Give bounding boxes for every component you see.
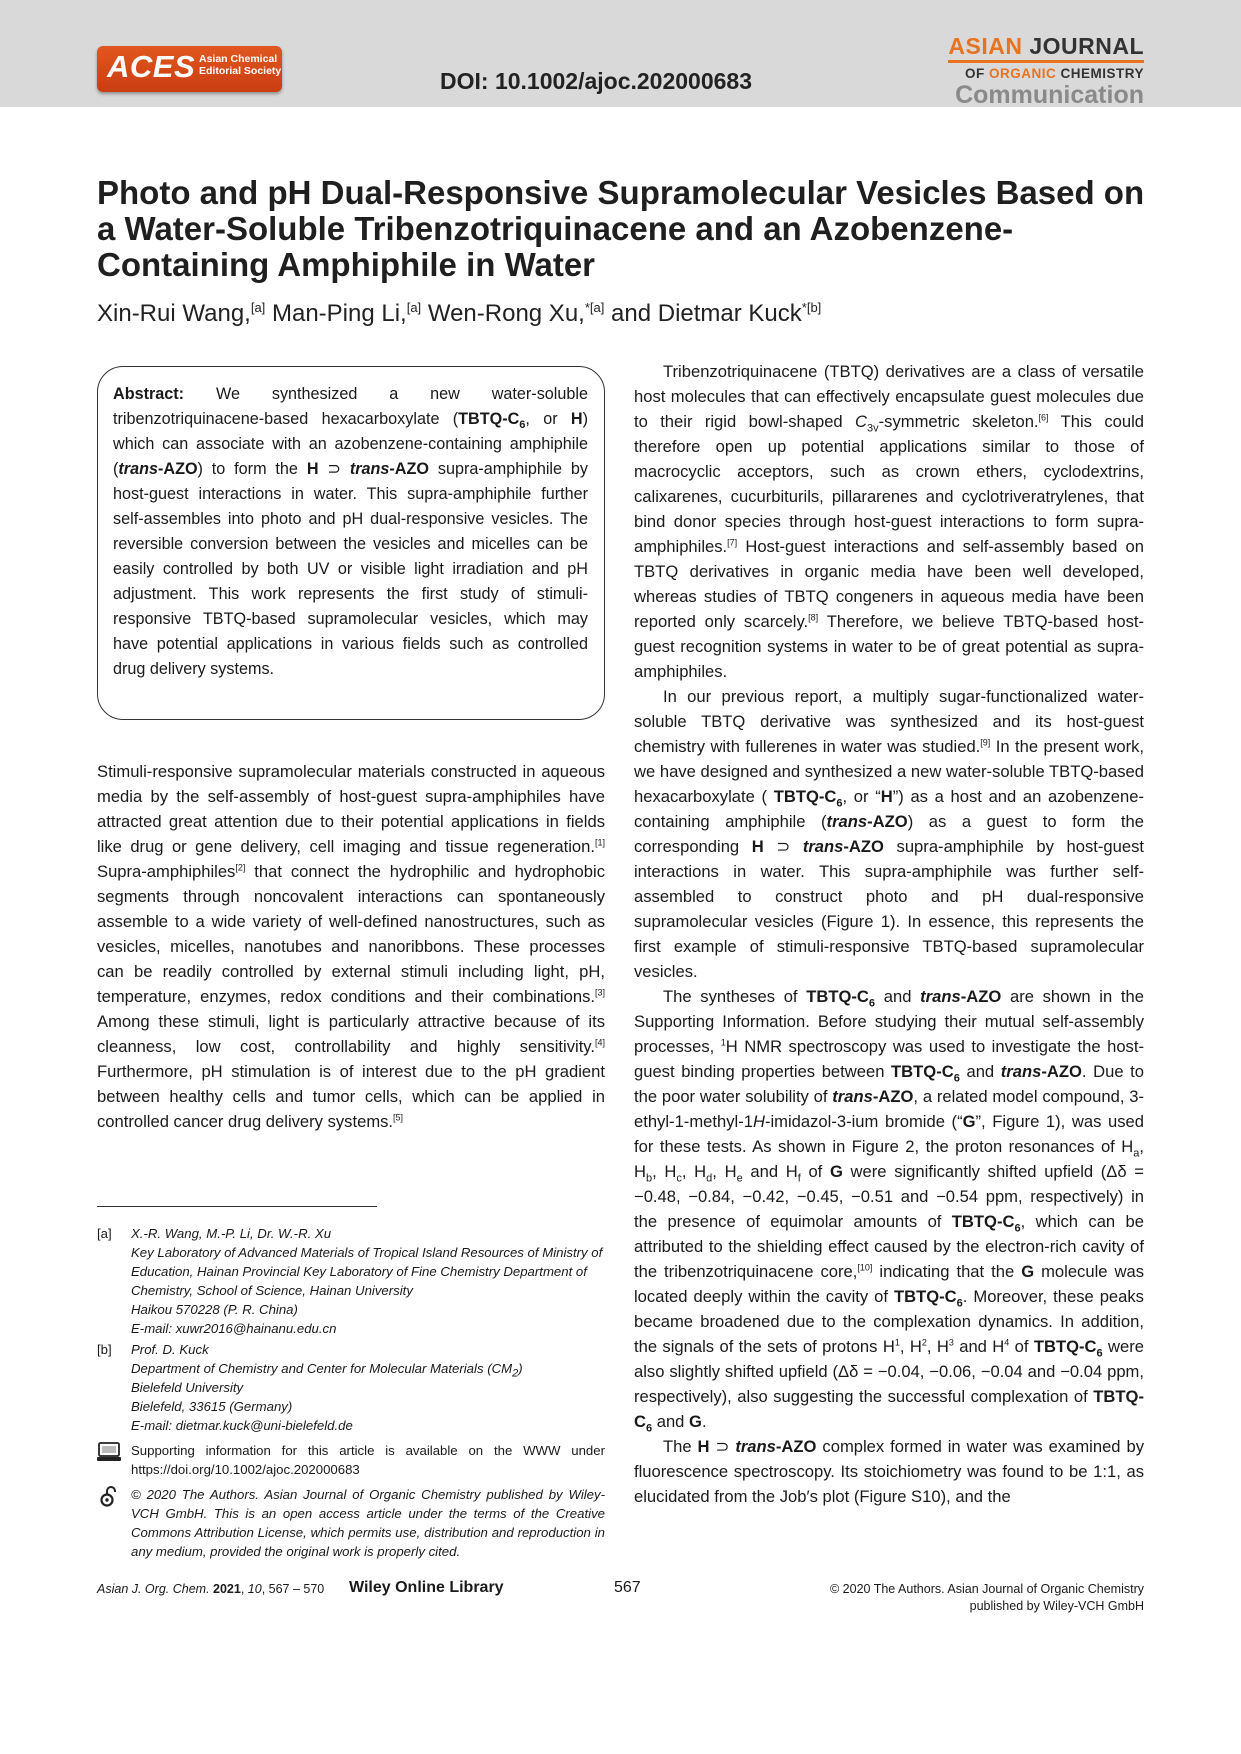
journal-logo <box>948 34 1144 108</box>
subscript: 6 <box>956 1297 963 1310</box>
address-text: Department of Chemistry and Center for Molecular Materials (CM <box>131 1361 513 1376</box>
abstract <box>113 382 588 682</box>
italic-prefix: trans <box>349 460 390 478</box>
superset-symbol: ⊃ <box>318 460 350 478</box>
subscript: e <box>736 1172 743 1185</box>
italic-prefix: trans <box>826 812 868 831</box>
affiliation-city: Haikou 570228 (P. R. China) <box>131 1302 298 1317</box>
aces-logo-subtitle <box>199 53 281 77</box>
body-text: and <box>652 1412 690 1431</box>
symmetry-symbol: C <box>855 412 868 431</box>
body-text: In our previous report, a multiply sugar-functionalized water-soluble TBTQ derivative was synthesized and its host-guest chemistry with fullerenes in water was studied. <box>634 687 1144 756</box>
compound-label: G <box>1021 1262 1035 1281</box>
body-text: and <box>959 1062 1001 1081</box>
journal-word-organic: ORGANIC <box>988 66 1057 81</box>
body-text: Furthermore, pH stimulation is of interest due to the pH gradient between healthy cells and tumor cells, which can be applied in controlled cancer drug delivery systems. <box>97 1062 605 1131</box>
year: 2021 <box>213 1582 241 1596</box>
body-text: Tribenzotriquinacene (TBTQ) derivatives are a class of versatile host molecules that can effectively encapsulate guest molecules due to their rigid bowl-shaped <box>634 362 1144 431</box>
body-text: , or “ <box>842 787 881 806</box>
compound-name: TBTQ-C <box>773 787 837 806</box>
italic-prefix: trans <box>802 837 844 856</box>
body-text: Stimuli-responsive supramolecular materials constructed in aqueous media by the self-assembly of host-guest supra-amphiphiles have attracted great attention due to their potential applications in fields like drug or gene delivery, cell imaging and tissue regeneration. <box>97 762 605 856</box>
compound-label: G <box>689 1412 702 1431</box>
footnote-divider <box>97 1206 377 1207</box>
compound-name: -AZO <box>389 460 429 478</box>
superset-symbol: ⊃ <box>709 1437 736 1456</box>
body-text: supra-amphiphile by host-guest interactions in water. This supra-amphiphile was further self-assembled to construct photo and pH dual-responsive supramolecular vesicles (Figure 1). In essence, this represents the first example of stimuli-responsive TBTQ-based supramolecular vesicles. <box>634 837 1144 981</box>
subscript: d <box>706 1172 713 1185</box>
subscript: 6 <box>645 1422 653 1435</box>
license-text: © 2020 The Authors. Asian Journal of Organic Chemistry published by Wiley-VCH GmbH. This is an open access article under the terms of the Creative Commons Attribution License, which permits use, distribution and reproduction in any medium, provided the original work is properly cited. <box>131 1487 605 1559</box>
body-text: , <box>899 1337 905 1356</box>
subscript: b <box>645 1172 653 1185</box>
compound-label <box>458 410 526 432</box>
paragraph: The syntheses of TBTQ-$C_6$ and trans-AZO are shown in the Supporting Information. Before studying their mutual self-assembly processes, $^1$H NMR spectroscopy was used to investigate the host-guest binding properties between TBTQ-$C_6$ and trans-AZO. Due to the poor water solubility of trans-AZO, a related model compound, 3-ethyl-1-methyl-1H-imidazol-3-ium bromide (“G”, Figure 1), was used for these tests. As shown in Figure 2, the proton resonances of $H_a$, $H_b$, $H_c$, $H_d$, $H_e$ and $H_f$ of G were significantly shifted upfield (Δδ = −0.48, −0.84, −0.42, −0.45, −0.51 and −0.54 ppm, respectively) in the presence of equimolar amounts of TBTQ-$C_6$, which can be attributed to the shielding effect caused by the electron-rich cavity of the tribenzotriquinacene core,[10] indicating that the G molecule was located deeply within the cavity of TBTQ-$C_6$. Moreover, these peaks became broadened due to the complexation dynamics. In addition, the signals of the sets of protons $H^1$, $H^2$, $H^3$ and $H^4$ of TBTQ-$C_6$ were also slightly shifted upfield (Δδ = −0.04, −0.06, −0.04 and −0.04 ppm, respectively), also suggesting the successful complexation of TBTQ-$C_6$ and G. <box>634 987 1145 1435</box>
article-type: Communication <box>955 81 1144 109</box>
paragraph <box>97 759 605 1134</box>
citation[interactable]: [9] <box>980 737 991 748</box>
compound-name: -AZO <box>1041 1062 1082 1081</box>
compound-name: TBTQ-C <box>1033 1337 1097 1356</box>
author-affiliation: *[a] <box>584 300 605 315</box>
compound-label <box>827 812 908 831</box>
body-text: , <box>926 1337 932 1356</box>
abstract-text: ) to form the <box>197 460 307 478</box>
body-text: Among these stimuli, light is particularly attractive because of its cleanness, low cost, controllability and highly sensitivity. <box>97 1012 605 1056</box>
left-column <box>97 759 605 1134</box>
subscript: f <box>797 1172 801 1185</box>
body-text: molecule was located deeply within the cavity of <box>634 1262 1144 1306</box>
license-note <box>97 1485 605 1561</box>
author: Man-Ping Li, <box>271 300 407 327</box>
body-text: were significantly shifted upfield (Δδ = −0.48, −0.84, −0.42, −0.45, −0.51 and −0.54 ppm, respectively) in the presence of equimolar amounts of <box>634 1162 1144 1231</box>
affiliation-names: Prof. D. Kuck <box>131 1342 209 1357</box>
superscript: 3 <box>948 1337 954 1348</box>
body-text: of <box>1009 1337 1034 1356</box>
body-text: , a related model compound, 3-ethyl-1-methyl-1 <box>634 1087 1144 1131</box>
compound-label <box>920 987 1001 1006</box>
body-text: . <box>701 1412 707 1431</box>
copyright-line-2: published by Wiley-VCH GmbH <box>969 1599 1144 1613</box>
journal-word-journal: JOURNAL <box>1029 33 1144 59</box>
author: Xin-Rui Wang, <box>97 300 251 327</box>
affiliation-address <box>131 1359 605 1378</box>
body-text: are shown in the Supporting Information. Before studying their mutual self-assembly processes, <box>634 987 1144 1056</box>
right-column <box>634 359 1144 1509</box>
aces-sub-line-1: Asian Chemical <box>199 53 278 65</box>
body-text: , which can be attributed to the shielding effect caused by the electron-rich cavity of the tribenzotriquinacene core, <box>634 1212 1144 1281</box>
body-text: and <box>959 1337 987 1356</box>
compound-name: -AZO <box>960 987 1002 1006</box>
abstract-text: We synthesized a new water-soluble tribenzotriquinacene-based hexacarboxylate ( <box>113 385 588 428</box>
body-text: . Due to the poor water solubility of <box>634 1062 1144 1106</box>
compound-label <box>891 1062 960 1085</box>
author: and Dietmar Kuck <box>611 300 802 327</box>
body-text: -symmetric skeleton. <box>878 412 1039 431</box>
subscript: c <box>676 1172 682 1185</box>
affiliation-email[interactable]: E-mail: dietmar.kuck@uni-bielefeld.de <box>131 1418 353 1433</box>
affiliation-tag: [b] <box>97 1342 112 1357</box>
compound-name: TBTQ-C <box>634 1387 1144 1431</box>
subscript: 6 <box>868 997 876 1010</box>
abstract-text: , or <box>525 410 571 428</box>
body-text: , <box>1139 1137 1144 1156</box>
citation[interactable]: [1] <box>594 837 605 848</box>
body-text: , <box>652 1162 657 1181</box>
superscript: 4 <box>1004 1337 1010 1348</box>
compound-name: TBTQ-C <box>951 1212 1015 1231</box>
body-text: . Moreover, these peaks became broadened due to the complexation dynamics. In addition, the signals of the sets of protons H <box>634 1287 1144 1356</box>
citation[interactable]: [7] <box>727 537 738 548</box>
compound-label: H <box>306 460 319 478</box>
affiliation-b <box>97 1340 605 1435</box>
citation[interactable]: [5] <box>393 1112 404 1123</box>
copyright-line-1: © 2020 The Authors. Asian Journal of Organic Chemistry <box>829 1582 1144 1596</box>
compound-name: TBTQ-C <box>893 1287 957 1306</box>
author-affiliation: [a] <box>250 300 266 315</box>
author-affiliation: *[b] <box>801 300 822 315</box>
journal-word-chemistry: CHEMISTRY <box>1060 66 1144 81</box>
italic-letter: H <box>752 1112 765 1131</box>
compound-name: TBTQ-C <box>806 987 869 1006</box>
affiliation-names: X.-R. Wang, M.-P. Li, Dr. W.-R. Xu <box>131 1226 332 1241</box>
citation[interactable]: [4] <box>594 1037 605 1048</box>
italic-prefix: trans <box>1000 1062 1042 1081</box>
article-title: Photo and pH Dual-Responsive Supramolecular Vesicles Based on a Water-Soluble Tribenzotriquinacene and an Azobenzene-Containing Amphiphile in Water <box>97 174 1145 283</box>
author: Wen-Rong Xu, <box>427 300 585 327</box>
superscript: 1 <box>894 1337 900 1348</box>
page-range: , 567 – 570 <box>261 1582 325 1596</box>
paragraph <box>634 684 1144 984</box>
supporting-info-text[interactable]: Supporting information for this article is available on the WWW under https://doi.org/10.1002/ajoc.202000683 <box>131 1443 605 1477</box>
body-text: Host-guest interactions and self-assembly based on TBTQ derivatives in organic media have been well developed, whereas studies of TBTQ congeners in aqueous media have been reported only scarcely. <box>634 537 1144 631</box>
compound-label: H <box>697 1437 710 1456</box>
compound-label <box>735 1437 816 1456</box>
compound-label: G <box>962 1112 976 1131</box>
open-access-icon <box>97 1485 121 1507</box>
compound-name: TBTQ-C <box>891 1062 954 1081</box>
journal-header-band <box>0 0 1241 107</box>
compound-label: H <box>570 410 583 428</box>
body-text: -imidazol-3-ium bromide (“ <box>764 1112 963 1131</box>
subscript: 6 <box>519 419 526 432</box>
aces-sub-line-2: Editorial Society <box>199 65 282 77</box>
body-text: , <box>681 1162 687 1181</box>
body-text: and <box>875 987 921 1006</box>
address-text: ) <box>518 1361 523 1376</box>
compound-name: -AZO <box>867 812 908 831</box>
affiliation-a <box>97 1224 605 1338</box>
journal-word-of: OF <box>964 66 985 81</box>
affiliations <box>97 1224 605 1561</box>
volume: 10 <box>247 1582 262 1596</box>
subscript: 6 <box>953 1072 960 1085</box>
body-text: complex formed in water was examined by fluorescence spectroscopy. Its stoichiometry was found to be 1:1, as elucidated from the Job′s plot (Figure S10), and the <box>634 1437 1144 1506</box>
body-text: In the present work, we have designed and synthesized a new water-soluble TBTQ-based hexacarboxylate ( <box>634 737 1144 806</box>
body-text: H NMR spectroscopy was used to investigate the host-guest binding properties between <box>634 1037 1144 1081</box>
italic-prefix: trans <box>920 987 961 1006</box>
subscript: a <box>1133 1147 1140 1160</box>
body-text: ”) as a host and an azobenzene-containing amphiphile ( <box>634 787 1144 831</box>
doi[interactable]: DOI: 10.1002/ajoc.202000683 <box>440 68 753 94</box>
superscript: 2 <box>921 1337 927 1348</box>
journal-word-asian: ASIAN <box>948 33 1023 59</box>
compound-label <box>806 987 876 1010</box>
compound-label <box>1033 1337 1103 1360</box>
compound-label <box>832 1087 913 1106</box>
compound-label <box>773 787 843 810</box>
compound-label <box>803 837 884 856</box>
aces-logo <box>97 46 282 92</box>
author-affiliation: [a] <box>406 300 422 315</box>
superset-symbol: ⊃ <box>763 837 803 856</box>
compound-label <box>118 460 197 478</box>
body-text: indicating that the <box>872 1262 1022 1281</box>
affiliation-email[interactable]: E-mail: xuwr2016@hainanu.edu.cn <box>131 1321 337 1336</box>
subscript: 6 <box>1096 1347 1103 1360</box>
subscript: 3v <box>867 422 879 435</box>
body-text: and <box>750 1162 779 1181</box>
citation[interactable]: [8] <box>808 612 819 623</box>
paragraph <box>634 359 1144 684</box>
body-text: ”, Figure 1), was used for these tests. As shown in Figure 2, the proton resonances of H <box>634 1112 1144 1156</box>
compound-label: H <box>880 787 893 806</box>
compound-name: -AZO <box>775 1437 817 1456</box>
subscript: 6 <box>836 797 843 810</box>
author-list <box>97 300 821 328</box>
compound-label: G <box>829 1162 843 1181</box>
compound-name: TBTQ-C <box>458 410 520 428</box>
body-text: This could therefore open up potential applications similar to those of macrocyclic acceptors, such as crown ethers, cyclodextrins, calixarenes, cucurbiturils, pillararenes and cyclotriveratrylenes, that bind donor species through host-guest interactions to form supra-amphiphiles. <box>634 412 1145 556</box>
computer-icon <box>97 1441 121 1463</box>
compound-label <box>1001 1062 1082 1081</box>
compound-label <box>893 1287 963 1310</box>
body-text: ) as a guest to form the corresponding <box>634 812 1144 856</box>
compound-label <box>350 460 429 478</box>
compound-name: -AZO <box>157 460 198 478</box>
abstract-label: Abstract: <box>113 385 185 403</box>
citation[interactable]: [2] <box>235 862 246 873</box>
affiliation-tag: [a] <box>97 1226 112 1241</box>
abstract-text: ) which can associate with an azobenzene-containing amphiphile ( <box>113 410 589 478</box>
compound-label: H <box>751 837 764 856</box>
body-text: were also slightly shifted upfield (Δδ = −0.04, −0.06, −0.04 and −0.04 ppm, respectively), also suggesting the successful complexation of <box>634 1337 1145 1406</box>
supporting-info-note <box>97 1441 605 1479</box>
compound-label <box>951 1212 1021 1235</box>
paragraph <box>634 1434 1144 1509</box>
citation[interactable]: [10] <box>857 1262 873 1273</box>
citation-footer: Asian J. Org. Chem. 2021, 10, 567 – 570 <box>97 1582 325 1596</box>
wiley-online-library-logo[interactable]: Wiley Online Library <box>349 1579 504 1596</box>
italic-prefix: trans <box>735 1437 776 1456</box>
body-text: The <box>663 1437 698 1456</box>
affiliation-university: Bielefeld University <box>131 1380 244 1395</box>
italic-prefix: trans <box>118 460 158 478</box>
journal-name-line-1 <box>948 34 1144 58</box>
affiliation-address: Key Laboratory of Advanced Materials of Tropical Island Resources of Ministry of Education, Hainan Provincial Key Laboratory of Fine Chemistry Department of Chemistry, School of Science, Hainan University <box>131 1245 603 1298</box>
citation[interactable]: [6] <box>1038 412 1049 423</box>
citation[interactable]: [3] <box>594 987 605 998</box>
aces-logo-text: ACES <box>107 49 196 84</box>
subscript: 2 <box>512 1367 519 1380</box>
compound-name: -AZO <box>843 837 884 856</box>
body-text: The syntheses of <box>663 987 807 1006</box>
body-text: Therefore, we believe TBTQ-based host-guest recognition systems in water to be of great potential as supra-amphiphiles. <box>634 612 1145 681</box>
affiliation-city: Bielefeld, 33615 (Germany) <box>131 1399 293 1414</box>
compound-name: -AZO <box>872 1087 914 1106</box>
body-text: of <box>800 1162 830 1181</box>
subscript: 6 <box>1014 1222 1021 1235</box>
body-text: Supra-amphiphiles <box>97 862 236 881</box>
italic-prefix: trans <box>832 1087 873 1106</box>
abstract-text: supra-amphiphile by host-guest interactions in water. This supra-amphiphile further self-assembles into photo and pH dual-responsive vesicles. The reversible conversion between the vesicles and micelles can be easily controlled by both UV or visible light irradiation and pH adjustment. This work represents the first study of stimuli-responsive TBTQ-based supramolecular vesicles, which may have potential applications in various fields such as controlled drug delivery systems. <box>113 460 588 678</box>
journal-name-line-2 <box>948 66 1144 82</box>
journal-rule <box>948 60 1144 63</box>
copyright-footer <box>830 1581 1144 1615</box>
superscript: 1 <box>720 1037 726 1048</box>
body-text: , <box>712 1162 717 1181</box>
body-text: that connect the hydrophilic and hydrophobic segments through noncovalent interactions can spontaneously assemble to a wide variety of well-defined nanostructures, such as vesicles, micelles, nanotubes and nanoribbons. These processes can be readily controlled by external stimuli including light, pH, temperature, enzymes, redox conditions and their combinations. <box>97 862 605 1006</box>
journal-abbreviation: Asian J. Org. Chem. <box>97 1582 210 1596</box>
page-number: 567 <box>614 1579 641 1596</box>
